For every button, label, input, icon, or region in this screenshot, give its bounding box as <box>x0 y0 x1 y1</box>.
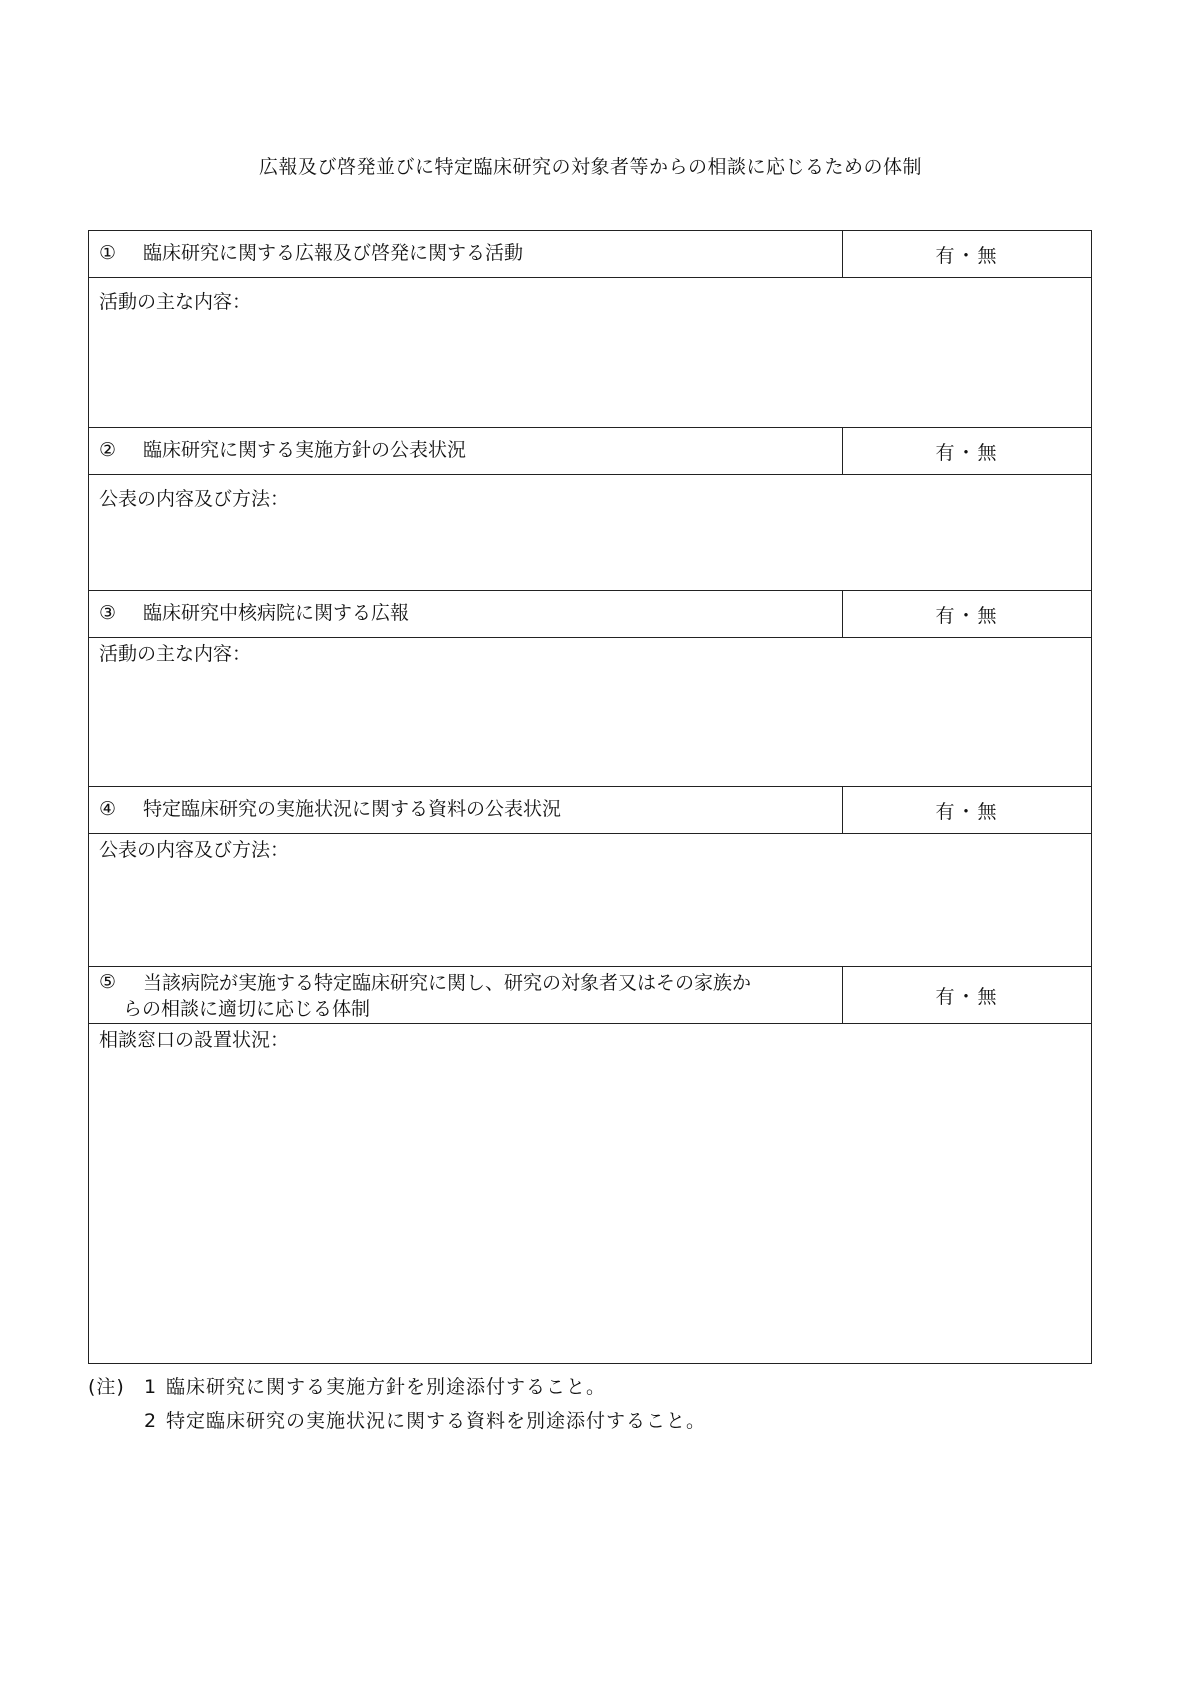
section-1-heading-cell <box>89 231 843 278</box>
section-4-heading-cell <box>89 787 843 834</box>
section-4-header-row <box>89 787 1092 834</box>
section-2-heading-cell <box>89 428 843 475</box>
section-5-heading-cell <box>89 967 843 1024</box>
section-3-header-row <box>89 591 1092 638</box>
note-line-2 <box>88 1404 706 1438</box>
section-3-yes-no[interactable]: 有・無 <box>843 591 1092 638</box>
notes-prefix: (注) <box>88 1376 125 1398</box>
notes-prefix-spacer <box>88 1404 144 1438</box>
note-2-text: 特定臨床研究の実施状況に関する資料を別途添付すること。 <box>166 1410 707 1432</box>
notes <box>88 1370 706 1438</box>
section-5-body-label: 相談窓口の設置状況： <box>99 1029 290 1051</box>
section-5-body-cell[interactable] <box>89 1024 1092 1364</box>
note-1-number: 1 <box>144 1376 158 1398</box>
section-2-header-row <box>89 428 1092 475</box>
section-1-body-row <box>89 278 1092 428</box>
section-1-body-cell[interactable] <box>89 278 1092 428</box>
section-2-yes-no[interactable]: 有・無 <box>843 428 1092 475</box>
section-5-number: ⑤ <box>99 971 117 993</box>
section-2-heading: 臨床研究に関する実施方針の公表状況 <box>143 439 467 461</box>
note-line-1 <box>88 1370 706 1404</box>
section-4-body-cell[interactable] <box>89 834 1092 967</box>
section-4-heading: 特定臨床研究の実施状況に関する資料の公表状況 <box>143 798 562 820</box>
section-1-header-row <box>89 231 1092 278</box>
section-2-body-cell[interactable] <box>89 475 1092 591</box>
section-4-number: ④ <box>99 798 117 820</box>
document-title: 広報及び啓発並びに特定臨床研究の対象者等からの相談に応じるための体制 <box>258 156 922 178</box>
section-3-heading-cell <box>89 591 843 638</box>
section-4-body-label: 公表の内容及び方法： <box>99 839 290 861</box>
section-5-yes-no[interactable]: 有・無 <box>843 967 1092 1024</box>
note-1-text: 臨床研究に関する実施方針を別途添付すること。 <box>166 1376 607 1398</box>
section-4-body-row <box>89 834 1092 967</box>
section-1-yes-no[interactable]: 有・無 <box>843 231 1092 278</box>
section-1-number: ① <box>99 242 117 264</box>
section-3-number: ③ <box>99 602 117 624</box>
section-4-yes-no[interactable]: 有・無 <box>843 787 1092 834</box>
section-5-header-row <box>89 967 1092 1024</box>
section-2-body-row <box>89 475 1092 591</box>
section-2-body-label: 公表の内容及び方法： <box>99 488 290 510</box>
note-2-number: 2 <box>144 1410 158 1432</box>
section-5-heading <box>123 970 832 1022</box>
section-3-body-row <box>89 638 1092 787</box>
section-2-number: ② <box>99 439 117 461</box>
form-table <box>88 230 1092 1364</box>
section-3-body-cell[interactable] <box>89 638 1092 787</box>
section-1-heading: 臨床研究に関する広報及び啓発に関する活動 <box>143 242 524 264</box>
section-5-heading-line1: 当該病院が実施する特定臨床研究に関し、研究の対象者又はその家族か <box>143 972 752 994</box>
section-3-heading: 臨床研究中核病院に関する広報 <box>143 602 410 624</box>
section-1-body-label: 活動の主な内容： <box>99 291 252 313</box>
section-5-heading-line2: らの相談に適切に応じる体制 <box>123 998 371 1020</box>
section-5-body-row <box>89 1024 1092 1364</box>
section-3-body-label: 活動の主な内容： <box>99 643 252 665</box>
